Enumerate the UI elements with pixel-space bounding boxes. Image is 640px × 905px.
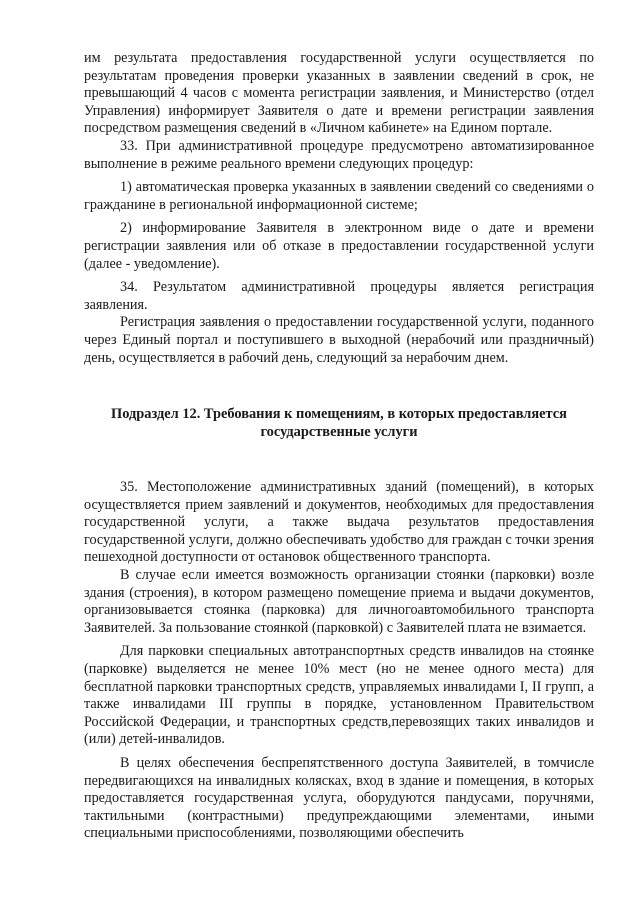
paragraph-33: 33. При административной процедуре предусмотрено автоматизированное выполнение в режиме реального времени следующих процедур: <box>84 137 594 172</box>
paragraph-35: 35. Местоположение административных зданий (помещений), в которых осуществляется прием заявлений и документов, необходимых для предоставления государственной услуги, а также выдача результатов предоставления государственной услуги, должно обеспечивать удобство для граждан с точки зрения пешеходной доступности от остановок общественного транспорта. <box>84 479 594 566</box>
paragraph-35-parking: В случае если имеется возможность организации стоянки (парковки) возле здания (строения), в котором размещено помещение приема и выдачи документов, организовывается стоянка (парковка) для личногоавтомобильного транспорта Заявителей. За пользование стоянкой (парковкой) с Заявителей плата не взимается. <box>84 567 594 636</box>
paragraph-35-accessibility: В целях обеспечения беспрепятственного доступа Заявителей, в томчисле передвигающихся на инвалидных колясках, вход в здание и помещения, в которых предоставляется государственная услуга, оборудуются пандусами, поручнями, тактильными (контрастными) предупреждающими элементами, иными специальными приспособлениями, позволяющими обеспечить <box>84 755 594 842</box>
paragraph-33-item-2: 2) информирование Заявителя в электронном виде о дате и времени регистрации заявления или об отказе в предоставлении государственной услуги (далее - уведомление). <box>84 220 594 272</box>
paragraph-34: 34. Результатом административной процедуры является регистрация заявления. <box>84 279 594 313</box>
paragraph-intro: им результата предоставления государственной услуги осуществляется по результатам проведения проверки указанных в заявлении сведений в срок, не превышающий 4 часов с момента регистрации заявления, и Министерство (отдел Управления) информирует Заявителя о дате и времени регистрации заявления посредством размещения сведений в «Личном кабинете» на Едином портале. <box>84 50 594 137</box>
paragraph-35-disabled-parking: Для парковки специальных автотранспортных средств инвалидов на стоянке (парковке) выделяется не менее 10% мест (но не менее одного места) для бесплатной парковки транспортных средств, управляемых инвалидами I, II групп, а также инвалидами III группы в порядке, установленном Правительством Российской Федерации, и транспортных средств,перевозящих таких инвалидов и (или) детей-инвалидов. <box>84 643 594 748</box>
paragraph-34-registration: Регистрация заявления о предоставлении государственной услуги, поданного через Единый портал и поступившего в выходной (нерабочий или праздничный) день, осуществляется в рабочий день, следующий за нерабочим днем. <box>84 314 594 366</box>
paragraph-33-item-1: 1) автоматическая проверка указанных в заявлении сведений со сведениями о гражданине в региональной информационной системе; <box>84 179 594 213</box>
section-heading: Подраздел 12. Требования к помещениям, в которых предоставляется государственные услуги <box>111 406 567 441</box>
